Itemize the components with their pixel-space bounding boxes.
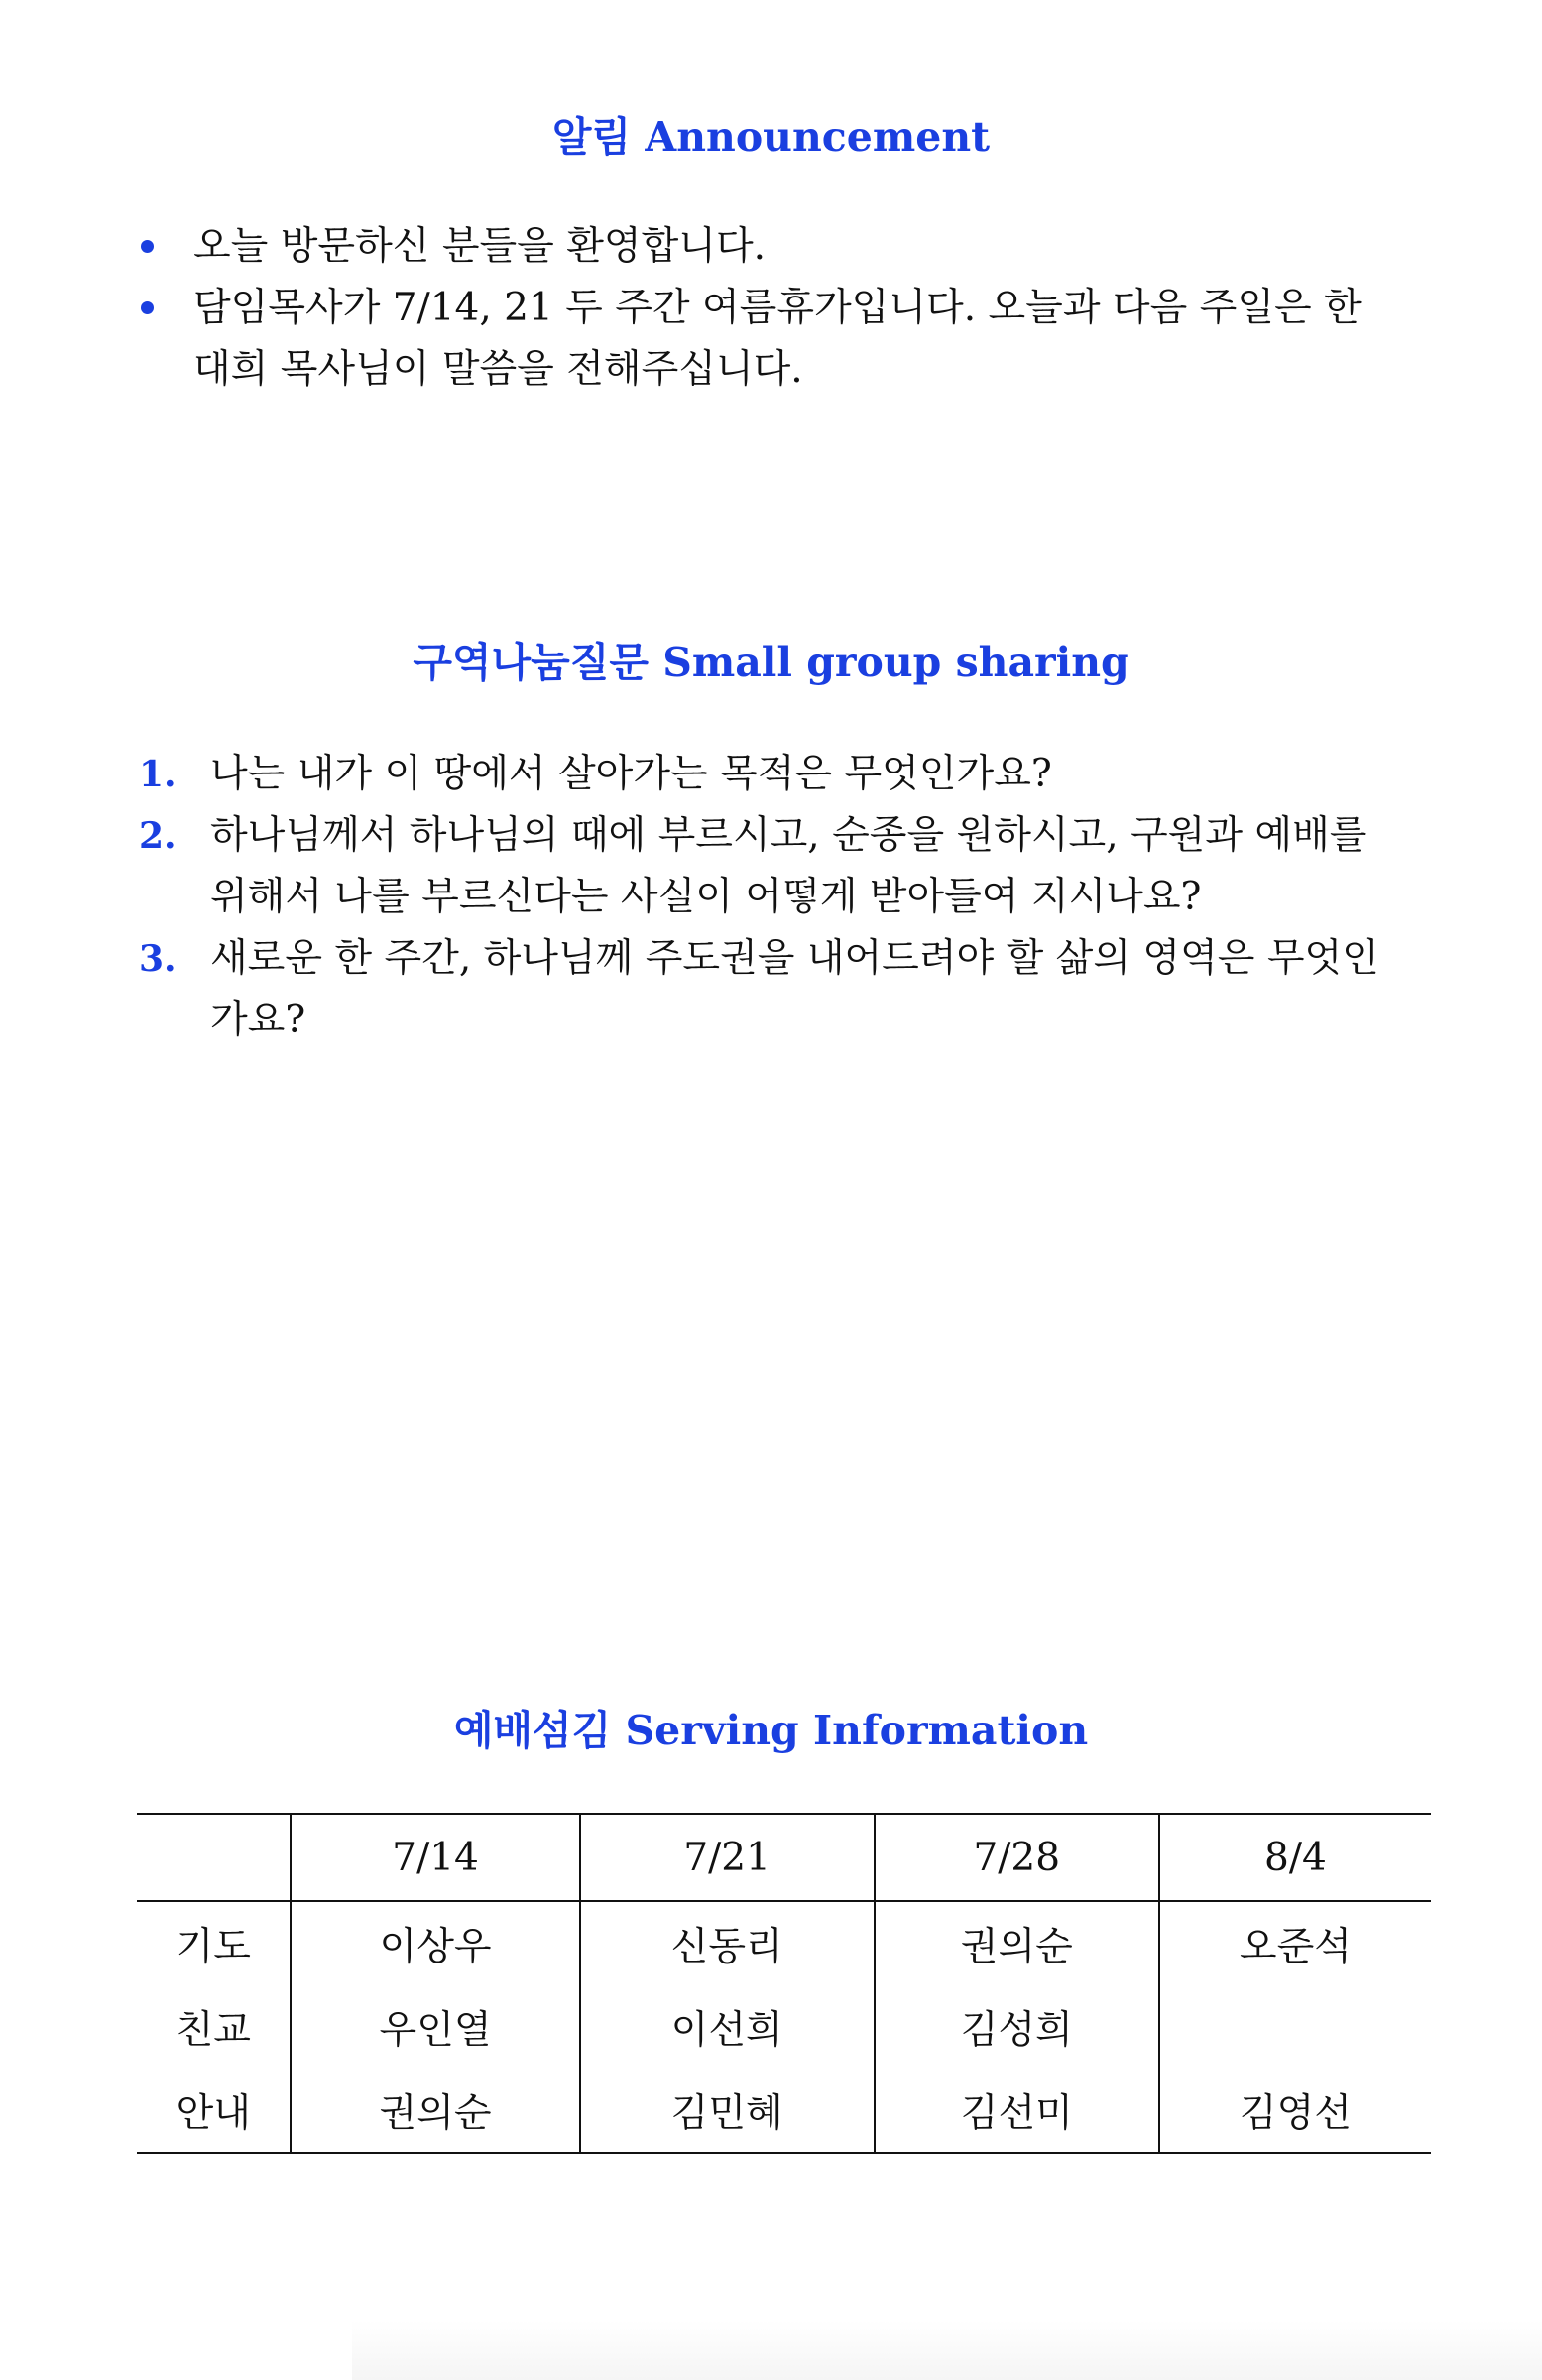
name-cell: 김선미 (875, 2069, 1159, 2153)
announcement-text: 오늘 방문하신 분들을 환영합니다. (193, 224, 767, 269)
question-number: 3. (139, 938, 177, 980)
bullet-icon (141, 240, 154, 253)
name-cell: 권의순 (291, 2069, 579, 2153)
role-cell: 친교 (176, 2008, 251, 2053)
name-cell: 김민혜 (580, 2069, 875, 2153)
name-cell: 김성희 (875, 1985, 1159, 2069)
announcement-title: 알림 Announcement (551, 113, 991, 161)
name-cell: 우인열 (291, 1985, 579, 2069)
sharing-question-list (139, 744, 1408, 1051)
question-number: 2. (139, 815, 177, 857)
announcement-list (139, 216, 1368, 401)
table-row (137, 1901, 1431, 1985)
table-row (137, 1985, 1431, 2069)
header-cell-date: 8/4 (1159, 1814, 1431, 1901)
question-number: 1. (139, 754, 177, 795)
table-row (137, 2069, 1431, 2153)
role-cell: 기도 (176, 1925, 251, 1969)
header-cell-date: 7/28 (875, 1814, 1159, 1901)
name-cell: 권의순 (875, 1901, 1159, 1985)
serving-title: 예배섬김 Serving Information (453, 1707, 1089, 1754)
announcement-text: 담임목사가 7/14, 21 두 주간 여름휴가입니다. 오늘과 다음 주일은 한대희 목사님이 말씀을 전해주십니다. (193, 286, 1362, 392)
header-cell-empty (137, 1814, 291, 1901)
name-cell: 신동리 (580, 1901, 875, 1985)
question-item (139, 928, 1408, 1051)
sharing-title: 구역나눔질문 Small group sharing (413, 639, 1129, 686)
question-text: 하나님께서 하나님의 때에 부르시고, 순종을 원하시고, 구원과 예배를 위해서 나를 부르신다는 사실이 어떻게 받아들여 지시나요? (210, 813, 1367, 919)
name-cell: 이선희 (580, 1985, 875, 2069)
question-text: 새로운 한 주간, 하나님께 주도권을 내어드려야 할 삶의 영역은 무엇인가요? (210, 936, 1379, 1042)
name-cell: 이상우 (291, 1901, 579, 1985)
page-edge-shadow (352, 2320, 1542, 2380)
header-cell-date: 7/21 (580, 1814, 875, 1901)
header-cell-date: 7/14 (291, 1814, 579, 1901)
question-item (139, 744, 1408, 805)
serving-table (137, 1813, 1431, 2154)
question-text: 나는 내가 이 땅에서 살아가는 목적은 무엇인가요? (210, 752, 1052, 796)
name-cell: 오준석 (1159, 1901, 1431, 1985)
name-cell: 김영선 (1159, 2069, 1431, 2153)
role-cell: 안내 (137, 2069, 291, 2153)
question-item (139, 805, 1408, 928)
announcement-item (139, 278, 1368, 401)
announcement-item (139, 216, 1368, 278)
name-cell (1159, 1985, 1431, 2069)
table-header-row (137, 1814, 1431, 1901)
bullet-icon (141, 301, 154, 314)
